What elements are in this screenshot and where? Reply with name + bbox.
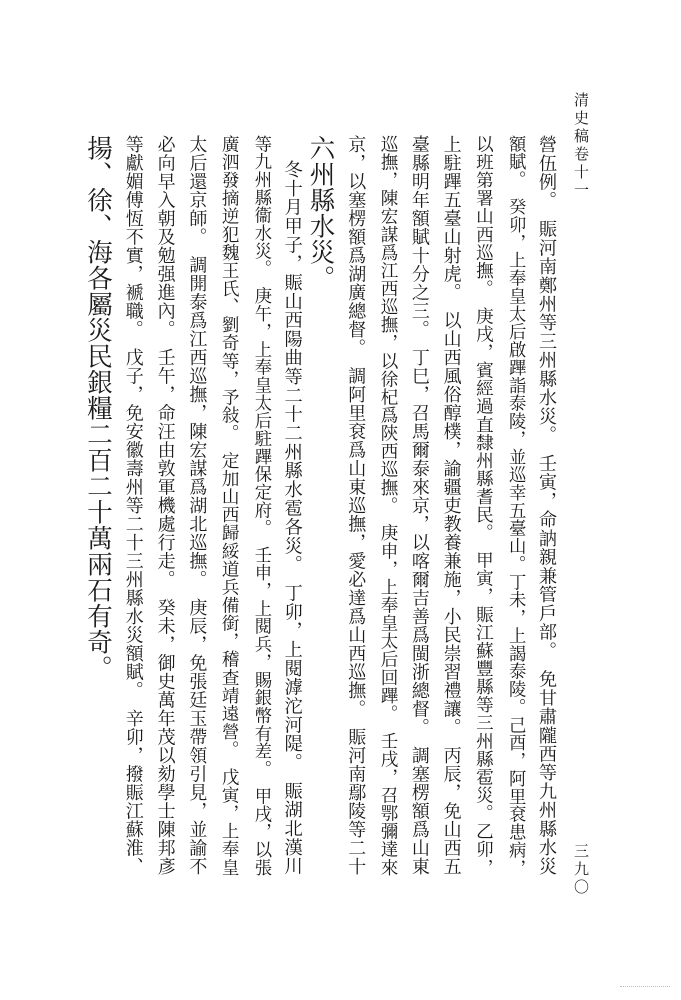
page-number: 三九〇 — [572, 843, 590, 897]
text-column — [271, 160, 301, 875]
column-text: 六州縣水災。 — [305, 135, 336, 291]
text-column — [80, 135, 113, 681]
column-text: 京，以塞楞額爲湖廣總督。 調阿里袞爲山東巡撫，愛必達爲山西巡撫。 賑河南鄢陵等二十 — [345, 135, 367, 876]
text-column — [112, 135, 142, 876]
text-column — [493, 135, 526, 877]
text-column — [461, 135, 494, 877]
column-text: 廣泗發摘逆犯魏王氏、劉奇等，予敍。 定加山西歸綏道兵備銜，稽查靖遠營。 戊寅，上奉皇 — [219, 135, 240, 877]
text-column — [334, 135, 367, 876]
column-text: 以班第署山西巡撫。 庚戌，賓經過直隸州縣耆民。 甲寅，賑江蘇豐縣等三州縣雹災。乙卯， — [473, 135, 494, 877]
column-text: 太后還京師。 調開泰爲江西巡撫，陳宏謀爲湖北巡撫。 庚辰，免張廷玉帶領引見，並諭不 — [186, 135, 208, 876]
column-text: 營伍例。 賑河南鄭州等三州縣水災。 壬寅，命訥親兼管戶部。 免甘肅隴西等九州縣水災 — [536, 135, 557, 876]
text-column — [430, 135, 460, 876]
text-column — [366, 135, 399, 877]
column-text: 巡撫，陳宏謀爲江西巡撫，以徐杞爲陝西巡撫。 庚申，上奉皇太后回蹕。 壬戌，召鄂彌達來 — [378, 135, 399, 877]
text-column — [239, 135, 269, 877]
column-text: 揚、徐、海各屬災民銀糧二百二十萬兩石有奇。 — [83, 135, 113, 681]
text-column — [175, 135, 208, 876]
text-column — [207, 135, 240, 877]
column-text: 額賦。 癸卯，上奉皇太后啟蹕詣泰陵，並巡幸五臺山。丁未，上謁泰陵。己酉，阿里袞患病， — [505, 135, 526, 877]
column-text: 上駐蹕五臺山射虎。 以山西風俗醇樸，諭疆吏教養兼施，小民崇習禮讓。 丙辰，免山西五 — [440, 135, 462, 876]
text-column — [398, 135, 428, 876]
scan-edge-mark — [620, 986, 670, 987]
text-column — [144, 135, 174, 876]
column-text: 等獻媚傅恆不實，褫職。 戊子，免安徽壽州等二十三州縣水災額賦。 辛卯，撥賑江蘇淮、 — [122, 135, 144, 876]
column-text: 等九州縣衞水災。 庚午，上奉皇太后駐蹕保定府。 壬申，上閱兵，賜銀幣有差。 甲戌，以張 — [250, 135, 271, 877]
text-column — [303, 135, 336, 291]
text-column — [525, 135, 555, 876]
column-text: 必向早入朝及勉强進內。 壬午，命汪由敦軍機處行走。 癸未，御史萬年茂以劾學士陳邦彥 — [154, 135, 176, 876]
column-text: 冬十月甲子，賑山西陽曲等二十二州縣水雹各災。 丁卯，上閱滹沱河隄。 賑湖北漢川 — [281, 160, 303, 876]
running-header-title: 清史稿卷十一 — [572, 92, 590, 200]
column-text: 臺縣明年額賦十分之三。 丁巳，召馬爾泰來京，以喀爾吉善爲閩浙總督。 調塞楞額爲山東 — [408, 135, 430, 876]
